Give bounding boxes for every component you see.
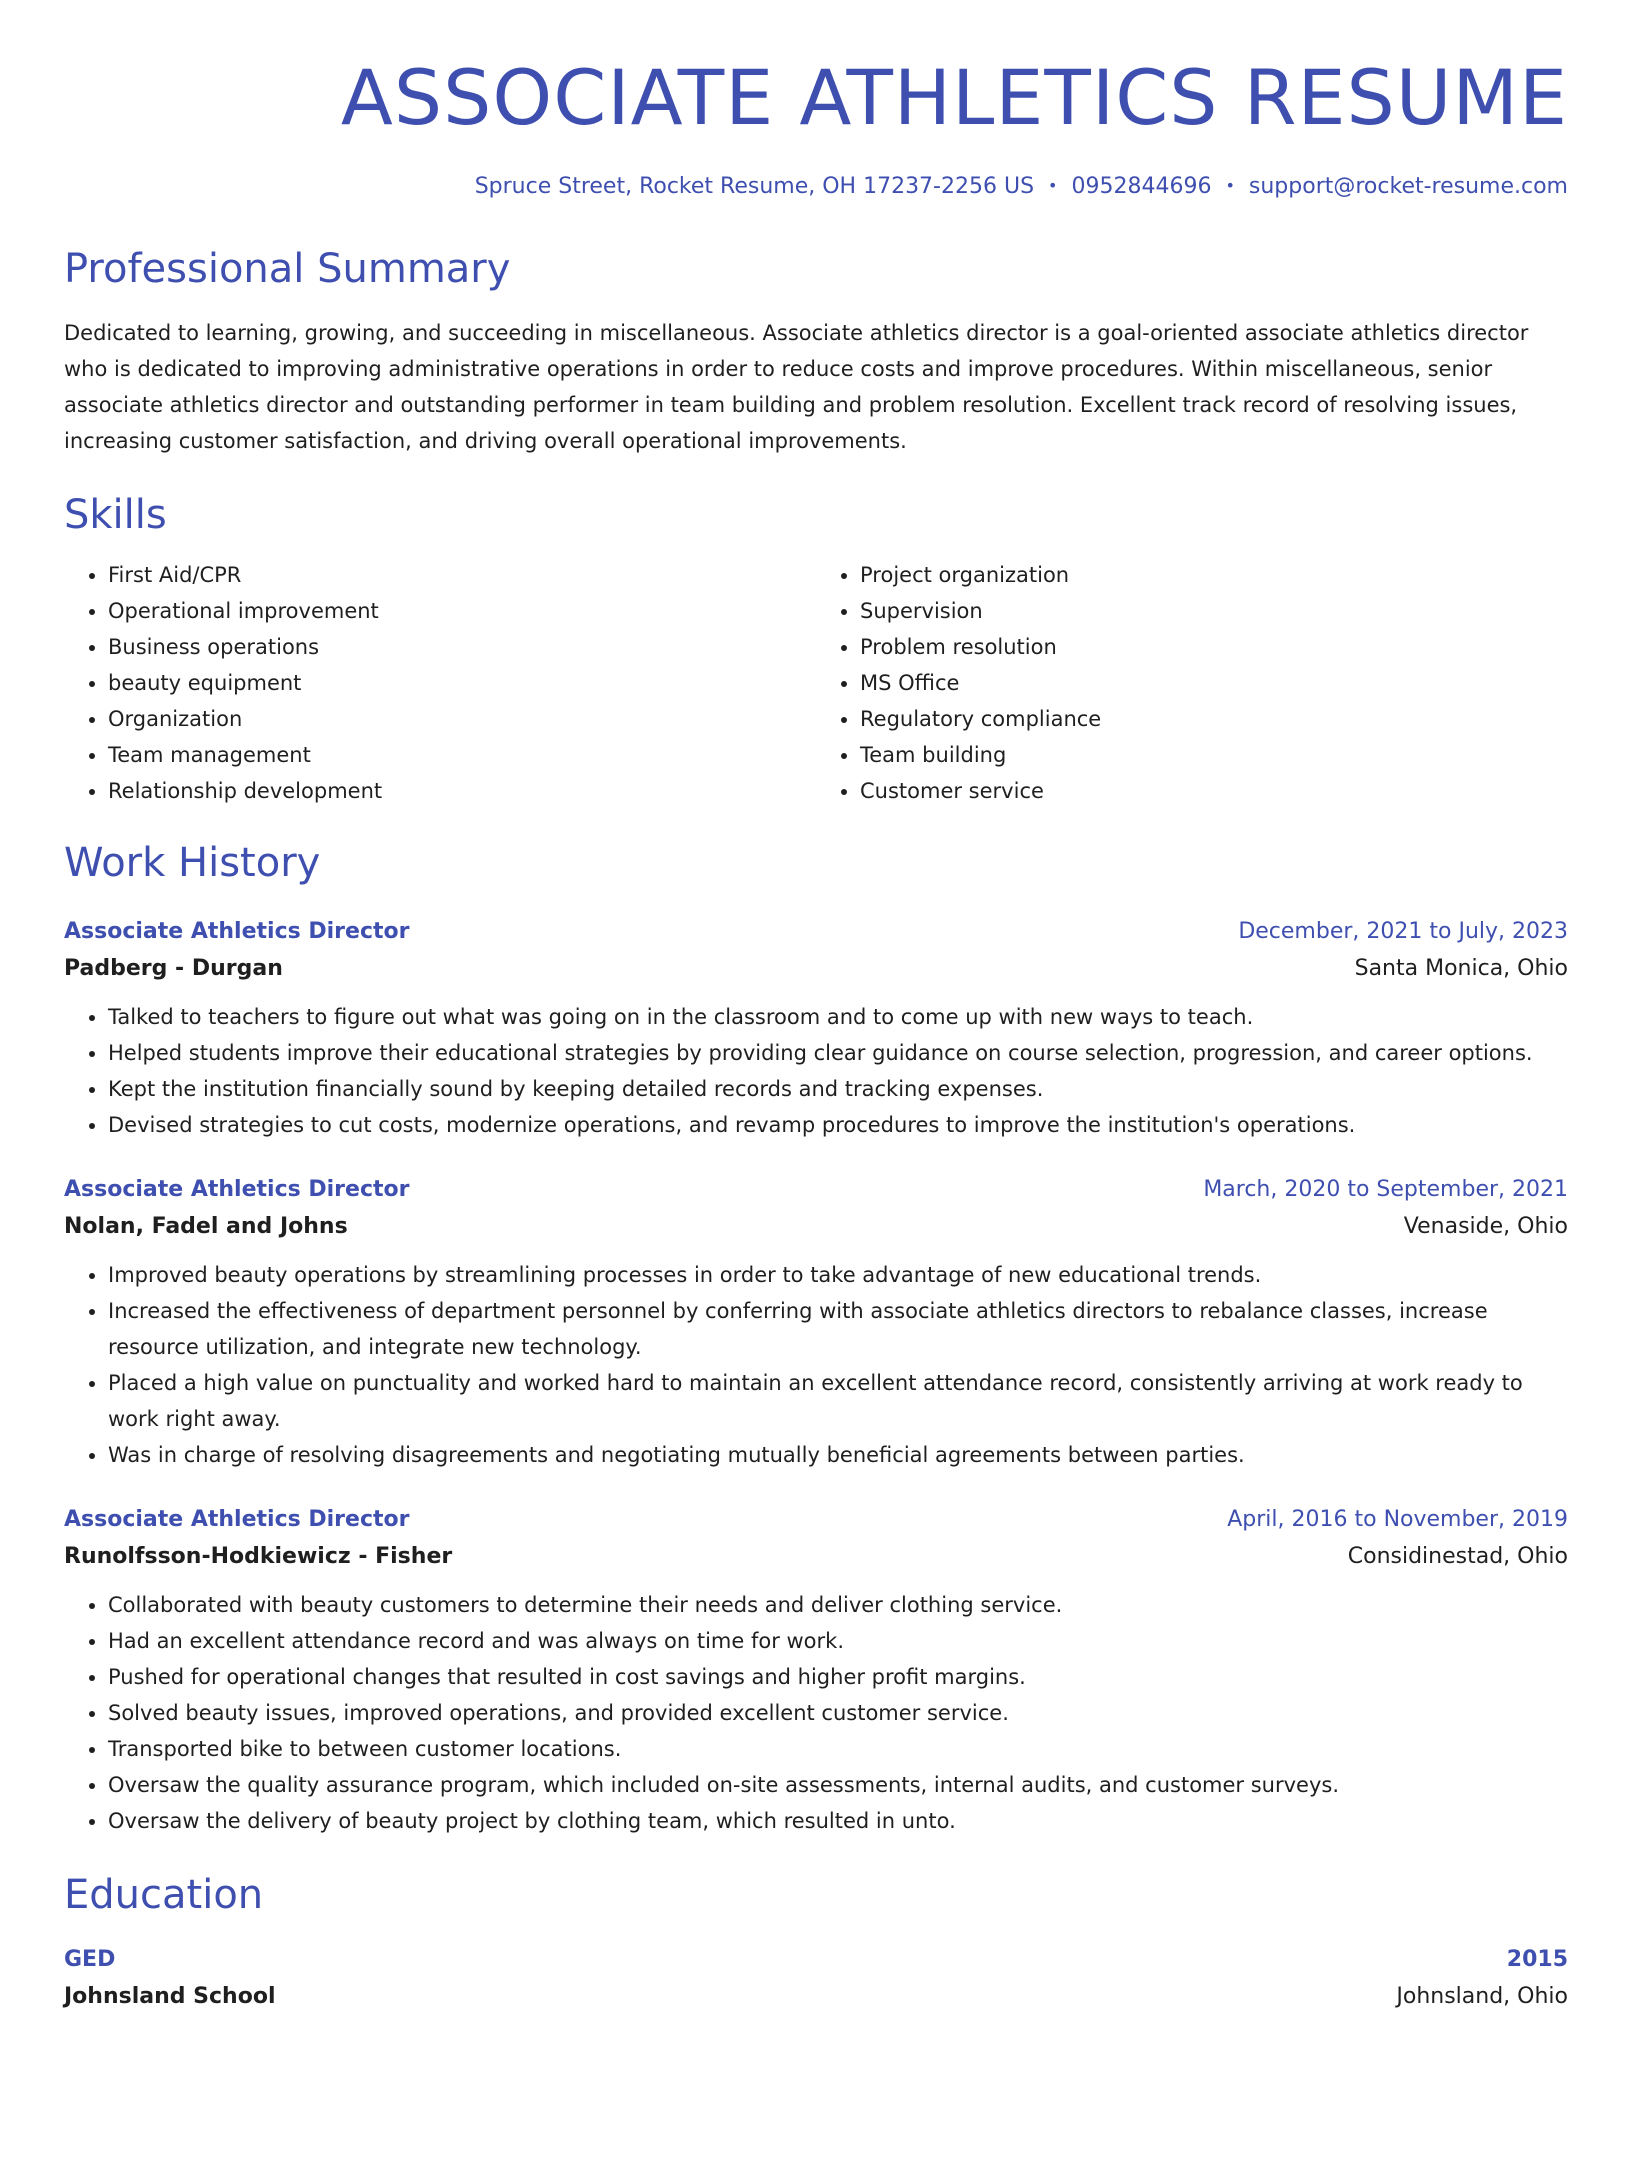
job-bullet: • Improved beauty operations by streamlining processes in order to take advantage of new educational trends. bbox=[108, 1257, 1568, 1293]
job-bullets bbox=[64, 999, 1568, 1143]
job-company: Runolfsson-Hodkiewicz - Fisher bbox=[64, 1544, 453, 1569]
education-year: 2015 bbox=[1506, 1947, 1568, 1972]
skill-item: • Team management bbox=[108, 737, 816, 773]
resume-title: ASSOCIATE ATHLETICS RESUME bbox=[340, 53, 1568, 142]
job-bullet: • Had an excellent attendance record and was always on time for work. bbox=[108, 1623, 1568, 1659]
job-entry bbox=[64, 1507, 1568, 1839]
education-location: Johnsland, Ohio bbox=[1396, 1984, 1568, 2009]
summary-text: Dedicated to learning, growing, and succeeding in miscellaneous. Associate athletics director is a goal-oriented associate athletics director who is dedicated to improving administrative operations in order to reduce costs and improve procedures. Within miscellaneous, senior associate athletics director and outstanding performer in team building and problem resolution. Excellent track record of resolving issues, increasing customer satisfaction, and driving overall operational improvements. bbox=[64, 321, 1529, 453]
skill-item: • MS Office bbox=[860, 665, 1568, 701]
job-entry bbox=[64, 1177, 1568, 1473]
job-bullet: • Devised strategies to cut costs, modernize operations, and revamp procedures to improve the institution's operations. bbox=[108, 1107, 1568, 1143]
job-bullet: • Increased the effectiveness of department personnel by conferring with associate athletics directors to rebalance classes, increase resource utilization, and integrate new technology. bbox=[108, 1293, 1568, 1365]
skill-item: • Problem resolution bbox=[860, 629, 1568, 665]
contact-email[interactable]: support@rocket-resume.com bbox=[1248, 174, 1568, 199]
contact-address: Spruce Street, Rocket Resume, OH 17237-2256 US bbox=[474, 174, 1035, 199]
job-title: Associate Athletics Director bbox=[64, 1507, 410, 1532]
job-title: Associate Athletics Director bbox=[64, 1177, 410, 1202]
skills-column-right bbox=[816, 557, 1568, 809]
education-entry bbox=[64, 1947, 1568, 2009]
education-degree: GED bbox=[64, 1947, 116, 1972]
job-dates: March, 2020 to September, 2021 bbox=[1203, 1177, 1568, 1202]
contact-separator: • bbox=[1225, 176, 1235, 195]
job-bullets bbox=[64, 1587, 1568, 1839]
job-dates: April, 2016 to November, 2019 bbox=[1227, 1507, 1568, 1532]
job-bullet: • Pushed for operational changes that resulted in cost savings and higher profit margins. bbox=[108, 1659, 1568, 1695]
skill-item: • Relationship development bbox=[108, 773, 816, 809]
job-title: Associate Athletics Director bbox=[64, 919, 410, 944]
skill-item: • Regulatory compliance bbox=[860, 701, 1568, 737]
job-bullet: • Helped students improve their educational strategies by providing clear guidance on course selection, progression, and career options. bbox=[108, 1035, 1568, 1071]
skill-item: • Organization bbox=[108, 701, 816, 737]
skill-item: • Project organization bbox=[860, 557, 1568, 593]
education-heading: Education bbox=[64, 1872, 264, 1918]
summary-heading: Professional Summary bbox=[64, 246, 511, 292]
contact-separator: • bbox=[1048, 176, 1058, 195]
job-location: Venaside, Ohio bbox=[1403, 1214, 1568, 1239]
skills-column-left bbox=[64, 557, 816, 809]
skill-item: • Customer service bbox=[860, 773, 1568, 809]
skill-item: • Supervision bbox=[860, 593, 1568, 629]
job-bullet: • Kept the institution financially sound by keeping detailed records and tracking expenses. bbox=[108, 1071, 1568, 1107]
job-bullet: • Was in charge of resolving disagreements and negotiating mutually beneficial agreements between parties. bbox=[108, 1437, 1568, 1473]
job-bullet: • Oversaw the quality assurance program, which included on-site assessments, internal audits, and customer surveys. bbox=[108, 1767, 1568, 1803]
job-location: Santa Monica, Ohio bbox=[1354, 956, 1568, 981]
job-bullet: • Collaborated with beauty customers to determine their needs and deliver clothing service. bbox=[108, 1587, 1568, 1623]
contact-line bbox=[64, 174, 1568, 199]
job-bullets bbox=[64, 1257, 1568, 1473]
job-bullet: • Placed a high value on punctuality and worked hard to maintain an excellent attendance record, consistently arriving at work ready to work right away. bbox=[108, 1365, 1568, 1437]
resume-page bbox=[0, 53, 1632, 2009]
job-location: Considinestad, Ohio bbox=[1347, 1544, 1568, 1569]
job-entry bbox=[64, 919, 1568, 1143]
job-company: Padberg - Durgan bbox=[64, 956, 283, 981]
skill-item: • beauty equipment bbox=[108, 665, 816, 701]
job-dates: December, 2021 to July, 2023 bbox=[1238, 919, 1568, 944]
work-history-heading: Work History bbox=[64, 840, 321, 886]
skill-item: • Operational improvement bbox=[108, 593, 816, 629]
contact-phone[interactable]: 0952844696 bbox=[1071, 174, 1212, 199]
job-company: Nolan, Fadel and Johns bbox=[64, 1214, 348, 1239]
skill-item: • Team building bbox=[860, 737, 1568, 773]
education-school: Johnsland School bbox=[64, 1984, 276, 2009]
skills-list bbox=[64, 557, 1568, 809]
skills-heading: Skills bbox=[64, 492, 167, 538]
skill-item: • Business operations bbox=[108, 629, 816, 665]
job-bullet: • Transported bike to between customer locations. bbox=[108, 1731, 1568, 1767]
job-bullet: • Solved beauty issues, improved operations, and provided excellent customer service. bbox=[108, 1695, 1568, 1731]
job-bullet: • Talked to teachers to figure out what was going on in the classroom and to come up with new ways to teach. bbox=[108, 999, 1568, 1035]
skill-item: • First Aid/CPR bbox=[108, 557, 816, 593]
job-bullet: • Oversaw the delivery of beauty project by clothing team, which resulted in unto. bbox=[108, 1803, 1568, 1839]
